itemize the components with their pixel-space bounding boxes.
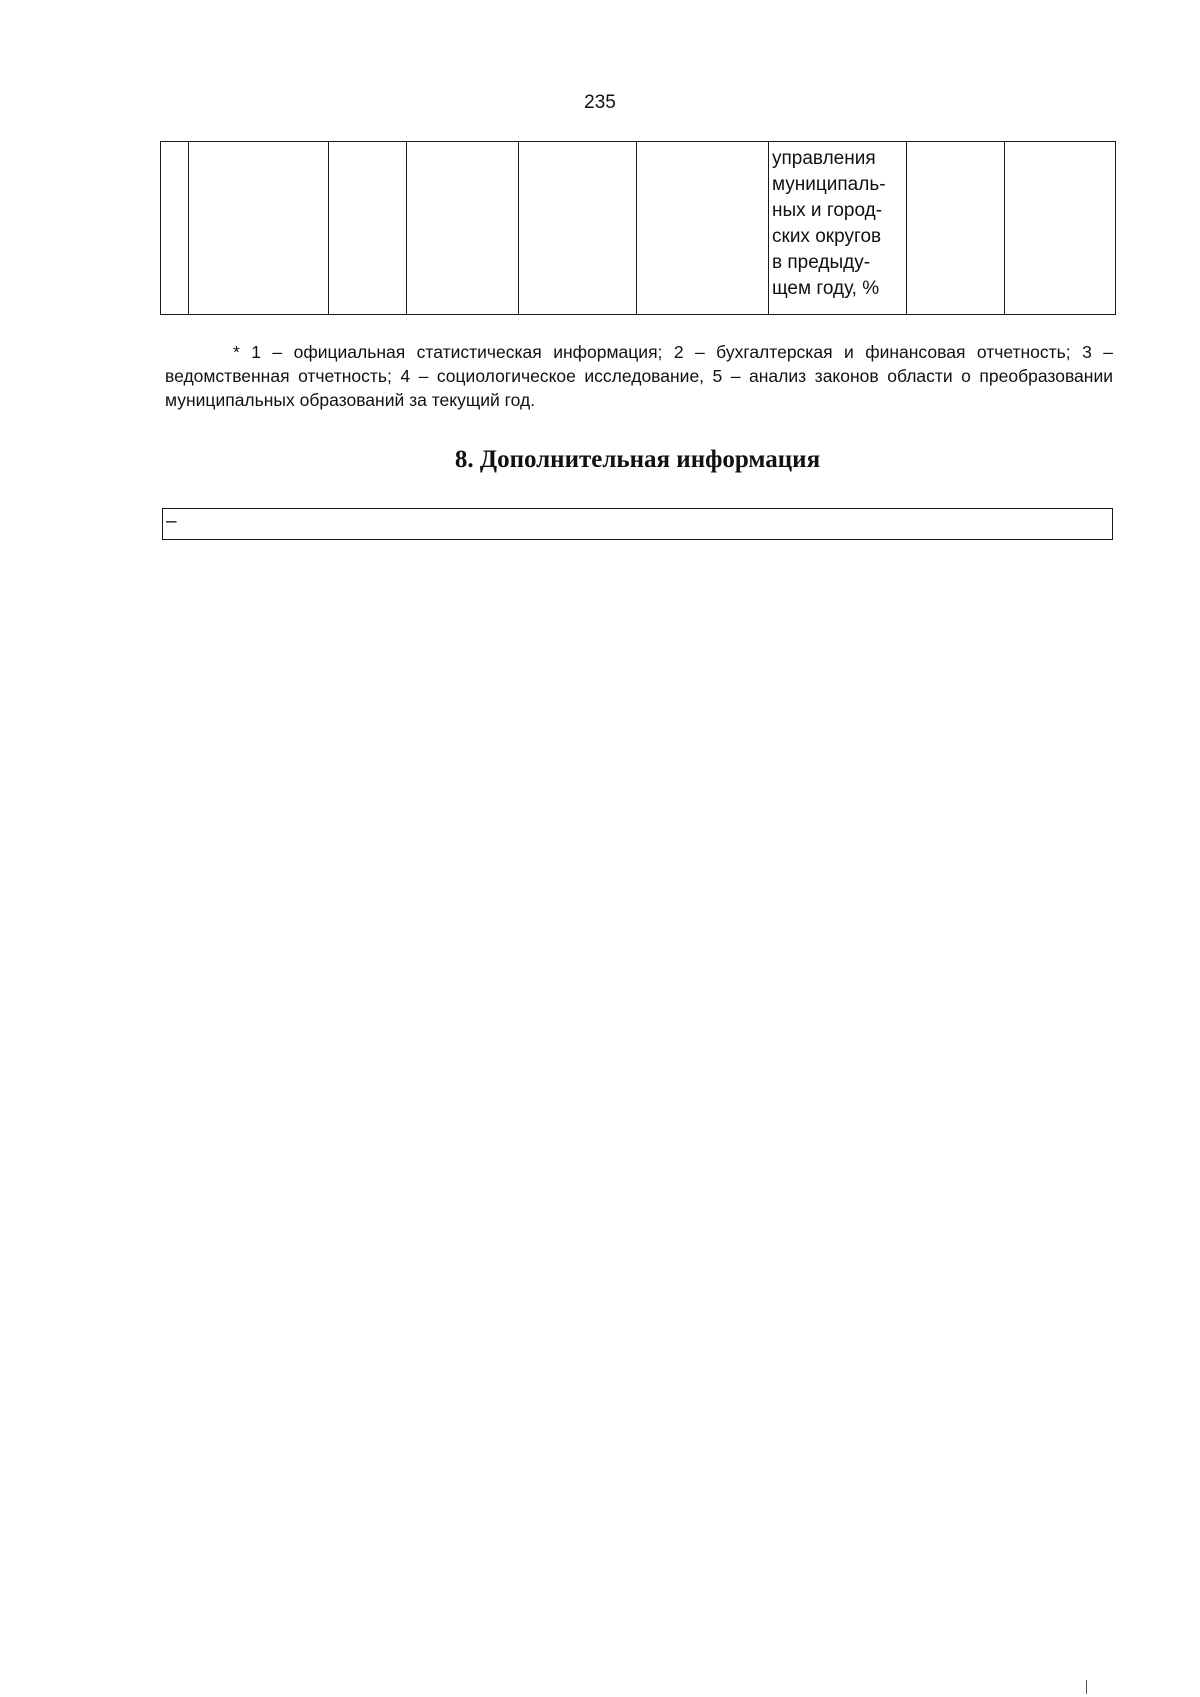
indicator-name-cell bbox=[769, 142, 907, 315]
section-heading: 8. Дополнительная информация bbox=[454, 446, 821, 473]
indicator-name-line: управления bbox=[772, 148, 876, 169]
indicator-name-line: щем году, % bbox=[772, 278, 880, 299]
page-number: 235 bbox=[584, 92, 616, 113]
scan-artifact bbox=[1086, 1680, 1087, 1694]
table-cell bbox=[519, 142, 637, 315]
indicator-name-line: ных и город- bbox=[772, 200, 883, 221]
indicator-name-line: ских округов bbox=[772, 226, 882, 247]
table-cell bbox=[189, 142, 329, 315]
continued-indicator-table bbox=[160, 141, 1116, 315]
footnote: * 1 – официальная статистическая информация; 2 – бухгалтерская и финансовая отчетность; 3 – ведомственная отчетность; 4 – социологическое исследование, 5 – анализ законов области о преобразовании муниципальных образований за текущий год. bbox=[165, 342, 1113, 410]
table-cell bbox=[907, 142, 1005, 315]
table-cell bbox=[329, 142, 407, 315]
table-cell bbox=[407, 142, 519, 315]
additional-info-content: – bbox=[166, 511, 177, 532]
indicator-name-line: в предыду- bbox=[772, 252, 871, 273]
additional-info-box bbox=[162, 508, 1113, 540]
table-cell bbox=[637, 142, 769, 315]
indicator-name-line: муниципаль- bbox=[772, 174, 886, 195]
table-row bbox=[161, 142, 1116, 315]
table-cell bbox=[161, 142, 189, 315]
table-cell bbox=[1005, 142, 1116, 315]
